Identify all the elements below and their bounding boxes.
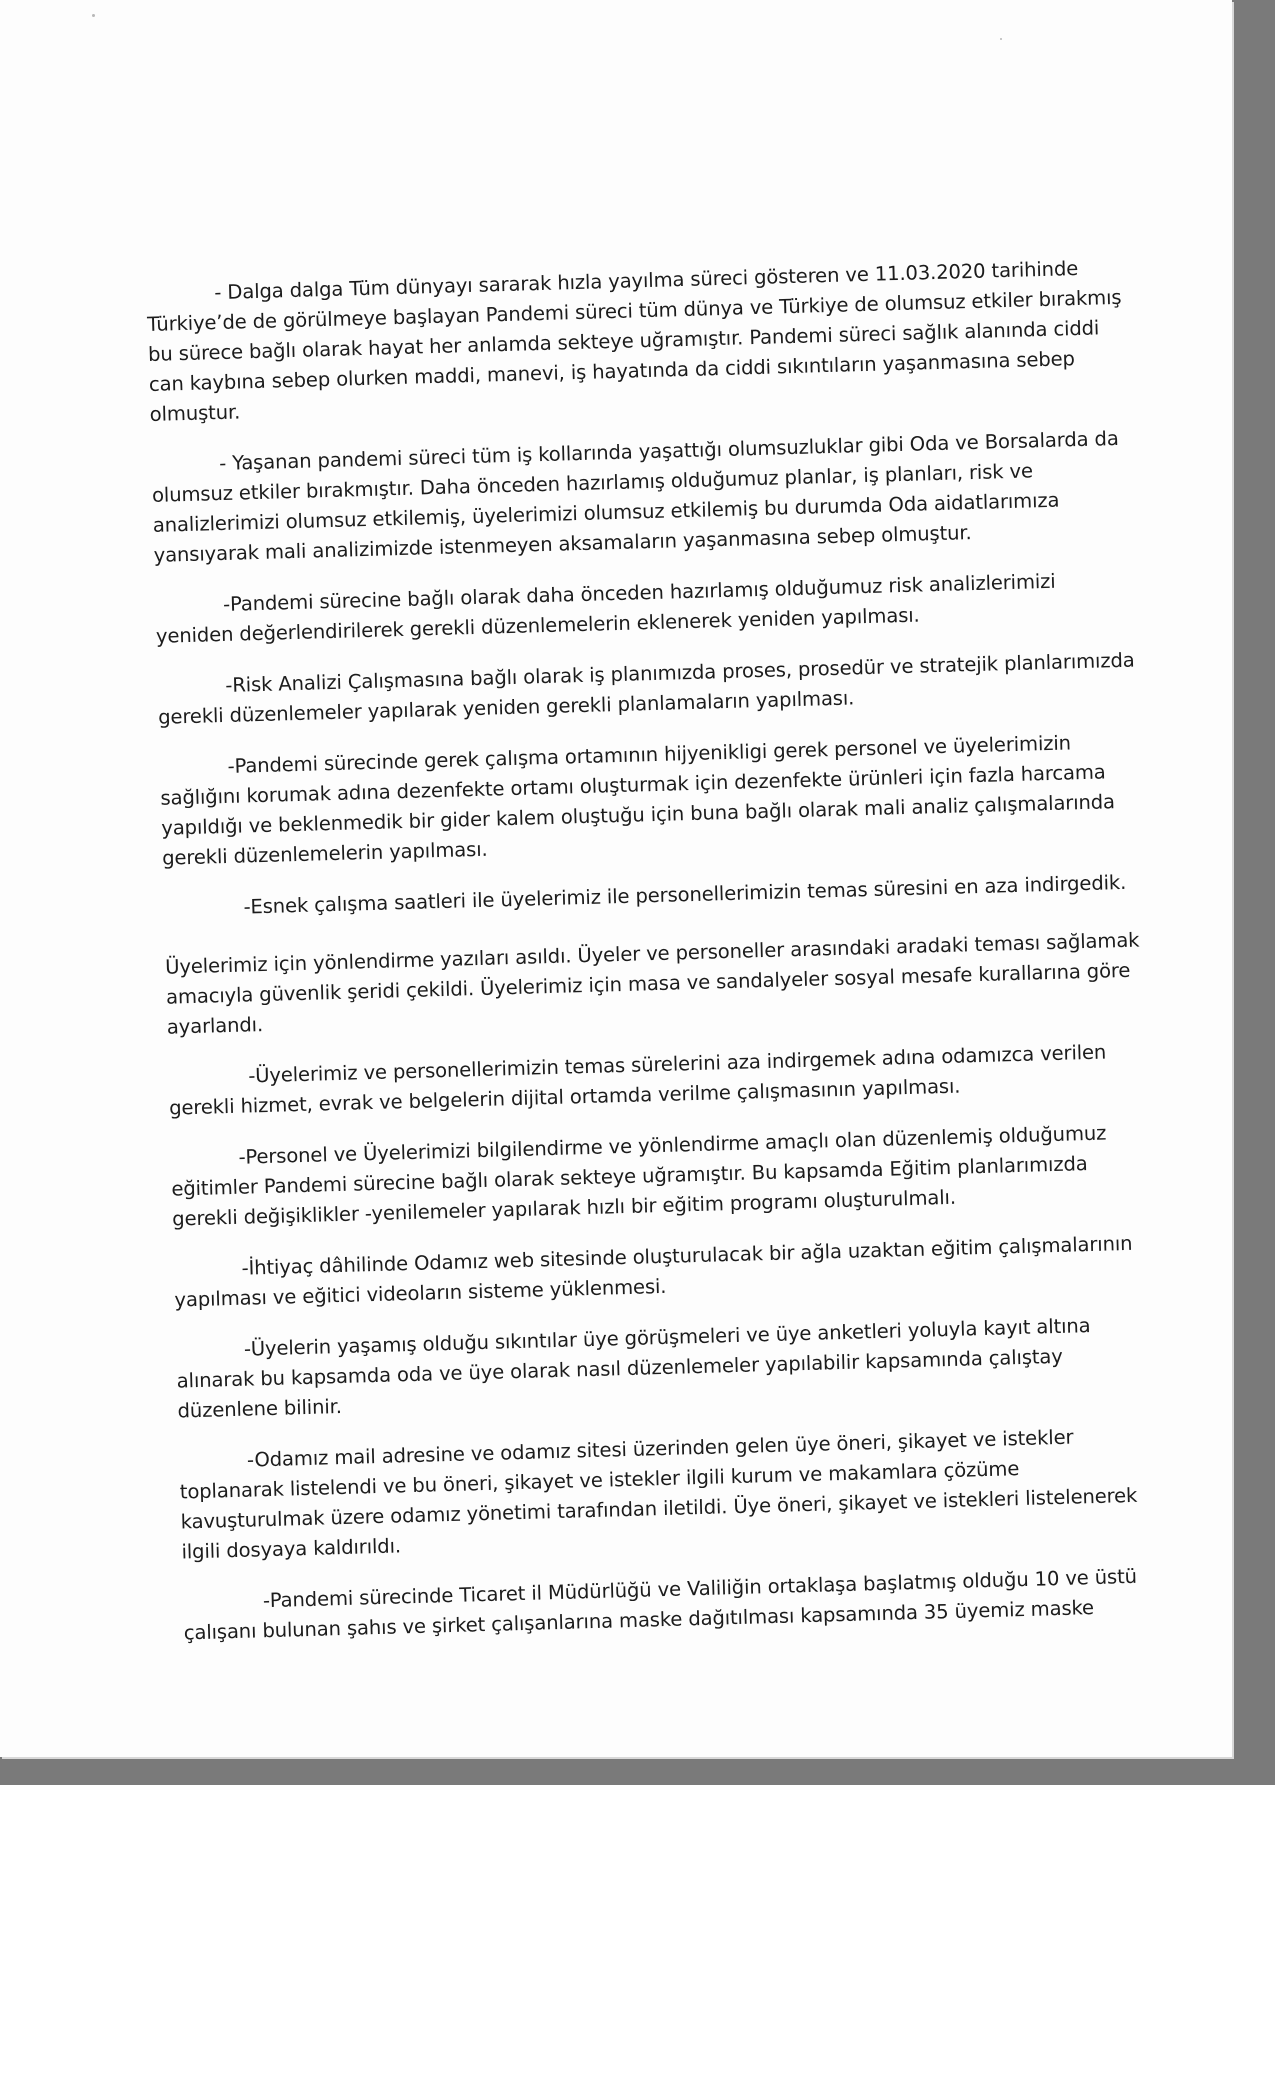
paragraph-chamber-effects: - Yaşanan pandemi süreci tüm iş kollarında yaşattığı olumsuzluklar gibi Oda ve Borsalarda da olumsuz etkiler bırakmıştır. Daha önceden hazırlamış olduğumuz planlar, iş planları, risk ve analizlerimizi olumsuz etkilemiş, üyelerimizi olumsuz etkilemiş bu durumda Oda aidatlarımıza yansıyarak mali analizimizde istenmeyen aksamaların yaşanmasına sebep olmuştur. — [151, 426, 1119, 567]
scan-speck — [92, 14, 95, 17]
paragraph-remote-training: -İhtiyaç dâhilinde Odamız web sitesinde oluşturulacak bir ağla uzaktan eğitim çalışmalarının yapılması ve eğitici videoların sisteme yüklenmesi. — [174, 1231, 1133, 1312]
paragraph-hygiene-expenses: -Pandemi sürecinde gerek çalışma ortamının hijyenikligi gerek personel ve üyelerimizin sağlığını korumak adına dezenfekte ortamı oluşturmak için dezenfekte ürünleri için fazla harcama yapıldığı ve beklenmedik bir gider kalem oluştuğu için buna bağlı olarak mali analiz çalışmalarında gerekli düzenlemelerin yapılması. — [160, 731, 1116, 870]
paragraph-member-surveys: -Üyelerin yaşamış olduğu sıkıntılar üye görüşmeleri ve üye anketleri yoluyla kayıt altına alınarak bu kapsamda oda ve üye olarak nasıl düzenlemeler yapılabilir kapsamında çalıştay düzenlene bilinir. — [176, 1314, 1091, 1423]
paragraph-training-changes: -Personel ve Üyelerimizi bilgilendirme ve yönlendirme amaçlı olan düzenlemiş olduğumuz eğitimler Pandemi sürecine bağlı olarak sekteye uğramıştır. Bu kapsamda Eğitim planlarımızda gerekli değişiklikler -yenilemeler yapılarak hızlı bir eğitim programı oluşturulmalı. — [171, 1121, 1107, 1231]
paragraph-pandemic-intro: - Dalga dalga Tüm dünyayı sararak hızla yayılma süreci gösteren ve 11.03.2020 tarihinde Türkiye’de de görülmeye başlayan Pandemi süreci tüm dünya ve Türkiye de olumsuz etkiler bırakmış bu sürece bağlı olarak hayat her anlamda sekteye uğramıştır. Pandemi süreci sağlık alanında ciddi can kaybına sebep olurken maddi, manevi, iş hayatında da ciddi sıkıntıların yaşanmasına sebep olmuştur. — [146, 256, 1122, 426]
paragraph-digital-services: -Üyelerimiz ve personellerimizin temas sürelerini aza indirgemek adına odamızca verilen gerekli hizmet, evrak ve belgelerin dijital ortamda verilme çalışmasının yapılması. — [168, 1040, 1107, 1120]
paragraph-mask-distribution: -Pandemi sürecinde Ticaret il Müdürlüğü ve Valiliğin ortaklaşa başlatmış olduğu 10 ve üstü çalışanı bulunan şahıs ve şirket çalışanlarına maske dağıtılması kapsamında 35 üyemiz maske — [183, 1564, 1138, 1645]
scan-speck — [1000, 38, 1002, 40]
document-body — [146, 253, 1164, 1670]
paragraph-member-guidance: Üyelerimiz için yönlendirme yazıları asıldı. Üyeler ve personeller arasındaki aradaki teması sağlamak amacıyla güvenlik şeridi çekildi. Üyelerimiz için masa ve sandalyeler sosyal mesafe kurallarına göre ayarlandı. — [164, 928, 1140, 1039]
paragraph-risk-analysis-planning: -Risk Analizi Çalışmasına bağlı olarak iş planımızda proses, prosedür ve stratejik planlarımızda gerekli düzenlemeler yapılarak yeniden gerekli planlamaların yapılması. — [157, 648, 1135, 729]
paragraph-risk-reassessment: -Pandemi sürecine bağlı olarak daha önceden hazırlamış olduğumuz risk analizlerimizi yeniden değerlendirilerek gerekli düzenlemelerin eklenerek yeniden yapılması. — [155, 569, 1056, 648]
paragraph-flexible-hours: -Esnek çalışma saatleri ile üyelerimiz ile personellerimizin temas süresini en aza indirgedik. — [243, 870, 1127, 919]
paragraph-member-suggestions: -Odamız mail adresine ve odamız sitesi üzerinden gelen üye öneri, şikayet ve istekler toplanarak listelendi ve bu öneri, şikayet ve istekler ilgili kurum ve makamlara çözüme kavuşturulmak üzere odamız yönetimi tarafından iletildi. Üye öneri, şikayet ve istekleri listelenerek ilgili dosyaya kaldırıldı. — [179, 1425, 1138, 1564]
